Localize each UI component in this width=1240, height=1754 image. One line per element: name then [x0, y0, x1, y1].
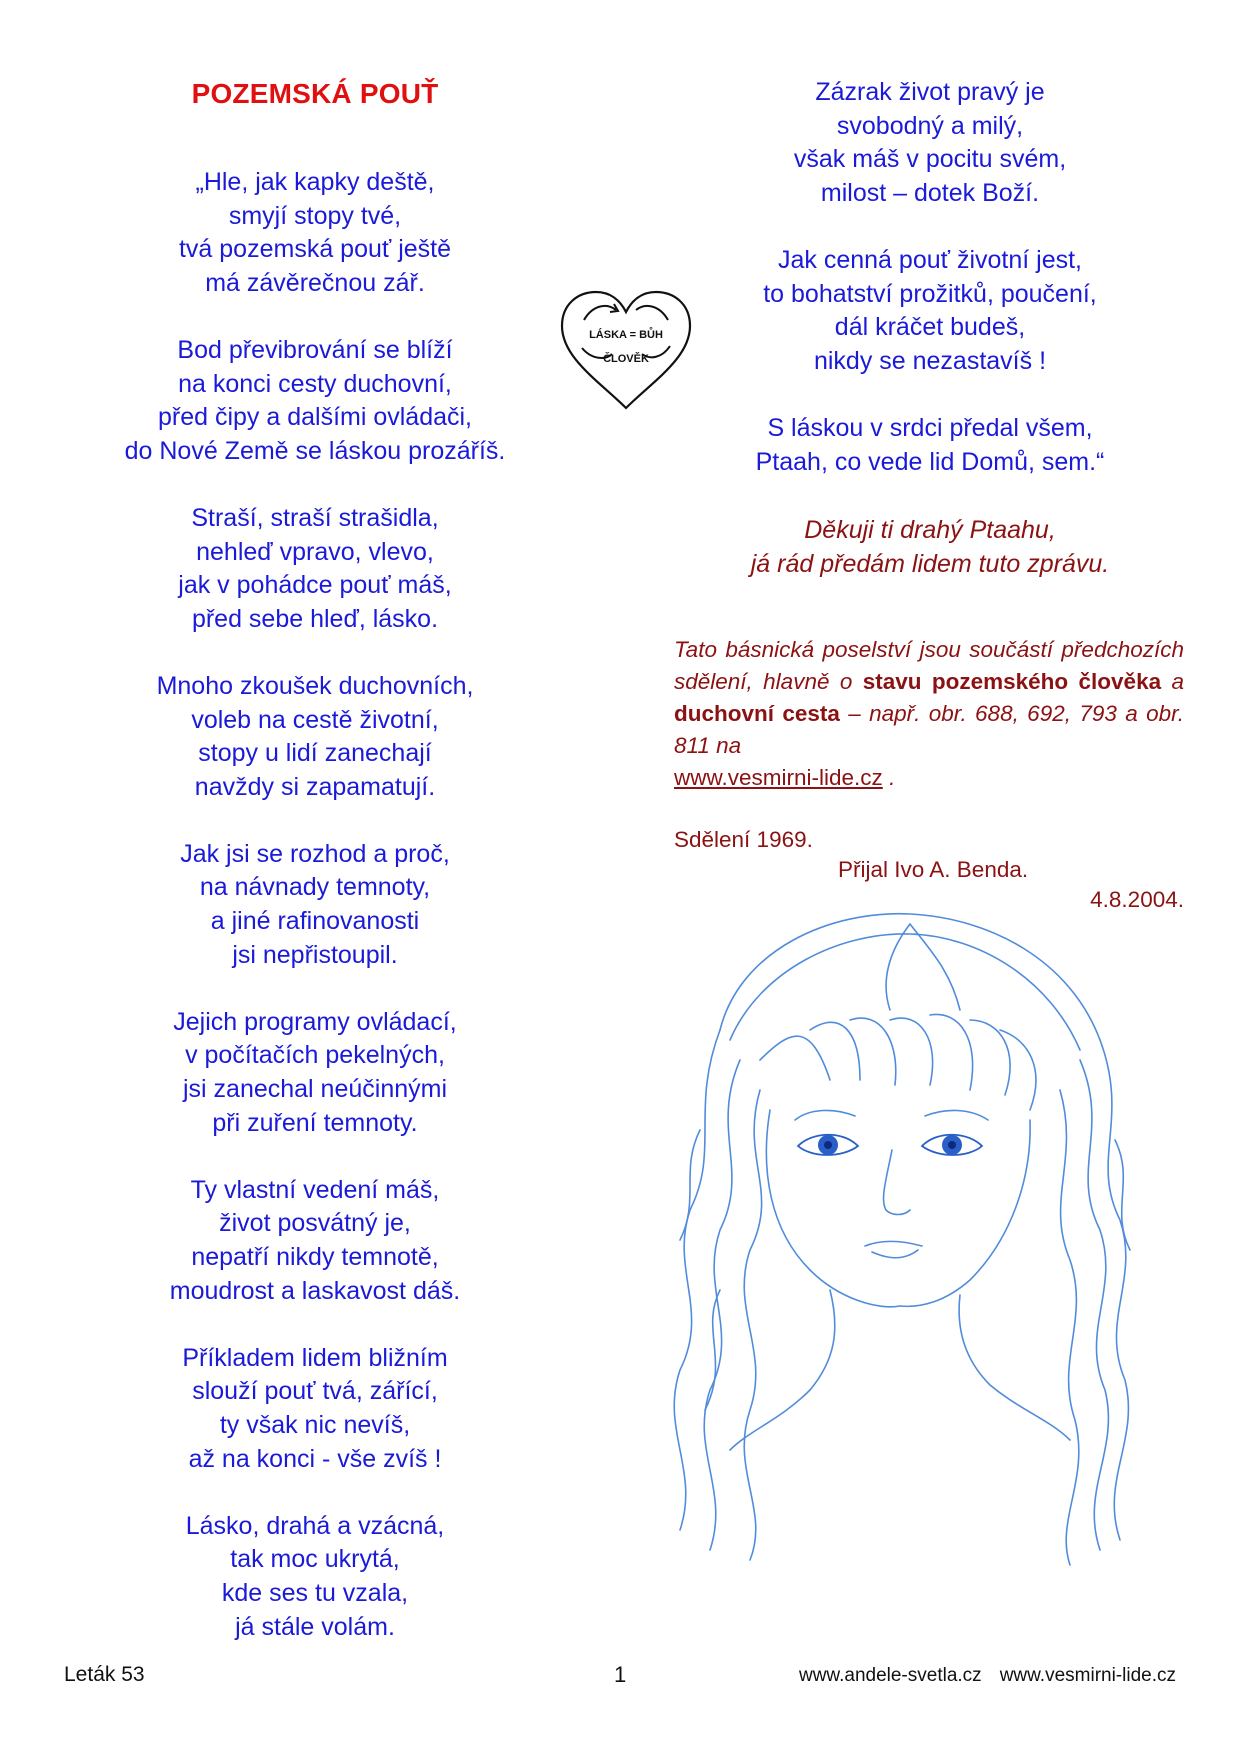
verse-line: jsi nepřistoupil.: [232, 940, 398, 969]
verse-line: stopy u lidí zanechají: [198, 739, 432, 768]
verse-line: při zuření temnoty.: [212, 1108, 418, 1137]
stanza: [690, 76, 1170, 210]
stanza: [80, 166, 550, 300]
stanza: [80, 670, 550, 804]
verse-line: tvá pozemská pouť ještě: [178, 235, 452, 264]
verse-line: život posvátný je,: [219, 1209, 411, 1238]
verse-line: nepatří nikdy temnotě,: [191, 1243, 439, 1271]
verse-line: Ty vlastní vedení máš,: [190, 1175, 440, 1204]
stanza: [80, 502, 550, 636]
stanza: [80, 1006, 550, 1140]
verse-line: Ptaah, co vede lid Domů, sem.“: [755, 447, 1105, 476]
stanza: [690, 244, 1170, 378]
date-line: 4.8.2004.: [1090, 887, 1184, 912]
verse-line: před sebe hleď, lásko.: [191, 604, 439, 633]
received-line: Přijal Ivo A. Benda.: [838, 857, 1029, 882]
stanza: [80, 1174, 550, 1308]
note-text: – např. obr. 688, 692, 793 a obr. 811 na: [674, 701, 1184, 758]
page-title: POZEMSKÁ POUŤ: [191, 78, 439, 109]
verse-line: ty však nic nevíš,: [219, 1410, 411, 1439]
verse-line: nikdy se nezastavíš !: [813, 346, 1047, 375]
verse-line: Jak jsi se rozhod a proč,: [180, 839, 450, 868]
verse-line: smyjí stopy tvé,: [228, 201, 402, 230]
note-last-line: [674, 762, 1184, 794]
verse-line: navždy si zapamatují.: [194, 772, 436, 801]
portrait-drawing: [660, 910, 1140, 1570]
verse-line: před čipy a dalšími ovládači,: [157, 403, 473, 432]
footer-site-link[interactable]: www.vesmirni-lide.cz: [999, 1665, 1176, 1686]
verse-line: to bohatství prožitků, poučení,: [763, 279, 1097, 308]
verse-line: jak v pohádce pouť máš,: [178, 571, 452, 600]
verse-line: má závěrečnou zář.: [205, 268, 425, 297]
note-text: Tato básnická poselství jsou součástí předchozích sdělení, hlavně o: [674, 637, 1184, 694]
verse-line: Straší, straší strašidla,: [191, 503, 439, 532]
verse-line: nehleď vpravo, vlevo,: [196, 537, 434, 566]
note-bold: stavu pozemského člověka: [862, 669, 1162, 694]
logo-line-2: ČLOVĚK: [603, 353, 649, 365]
stanza: [80, 1510, 550, 1644]
verse-line: milost – dotek Boží.: [820, 178, 1040, 207]
verse-line: slouží pouť tvá, zářící,: [192, 1377, 438, 1406]
stanza: [80, 1342, 550, 1476]
portrait-eyes: [798, 1135, 982, 1155]
stanza: [80, 838, 550, 972]
verse-line: Jak cenná pouť životní jest,: [778, 245, 1082, 274]
verse-line: v počítačích pekelných,: [185, 1041, 445, 1070]
note-text: a: [1171, 669, 1184, 694]
verse-line: však máš v pocitu svém,: [793, 145, 1067, 174]
verse-line: Bod převibrování se blíží: [177, 335, 453, 364]
verse-line: Mnoho zkoušek duchovních,: [156, 671, 474, 700]
verse-line: Zázrak život pravý je: [815, 78, 1045, 106]
stanza: [80, 334, 550, 468]
footer-leaflet-number: Leták 53: [64, 1663, 145, 1686]
poem-left-column: [80, 166, 550, 1678]
verse-line: „Hle, jak kapky deště,: [195, 168, 435, 196]
verse-line: do Nové Země se láskou prozáříš.: [124, 436, 506, 465]
note-end: .: [889, 765, 896, 790]
verse-line: až na konci - vše zvíš !: [188, 1444, 442, 1473]
thanks-line: Děkuji ti drahý Ptaahu,: [804, 516, 1056, 544]
verse-line: dál kráčet budeš,: [834, 313, 1026, 342]
footer-page-number: 1: [614, 1662, 627, 1687]
verse-line: tak moc ukrytá,: [230, 1545, 400, 1574]
thanks-block: [690, 514, 1170, 581]
note-bold: duchovní cesta: [674, 701, 840, 726]
note-link[interactable]: www.vesmirni-lide.cz: [674, 765, 883, 790]
verse-line: Jejich programy ovládací,: [173, 1007, 457, 1036]
footer-site-link[interactable]: www.andele-svetla.cz: [798, 1665, 982, 1686]
verse-line: S láskou v srdci předal všem,: [767, 413, 1093, 442]
thanks-line: já rád předám lidem tuto zprávu.: [750, 549, 1110, 578]
verse-line: voleb na cestě životní,: [191, 705, 439, 734]
verse-line: moudrost a laskavost dáš.: [169, 1276, 461, 1305]
verse-line: na návnady temnoty,: [199, 873, 431, 902]
footer-websites: [799, 1665, 1176, 1687]
verse-line: a jiné rafinovanosti: [210, 907, 420, 936]
verse-line: na konci cesty duchovní,: [178, 369, 452, 398]
verse-line: já stále volám.: [235, 1612, 395, 1641]
verse-line: Lásko, drahá a vzácná,: [185, 1511, 445, 1540]
logo-line-1: LÁSKA = BŮH: [589, 329, 663, 341]
poem-right-column: [690, 76, 1170, 513]
source-line: Sdělení 1969.: [674, 827, 813, 852]
note-paragraph: [674, 634, 1184, 794]
verse-line: Příkladem lidem bližním: [182, 1343, 448, 1372]
stanza: [690, 412, 1170, 479]
verse-line: svobodný a milý,: [836, 111, 1024, 140]
heart-logo: [556, 286, 696, 416]
verse-line: jsi zanechal neúčinnými: [182, 1075, 448, 1104]
verse-line: kde ses tu vzala,: [221, 1578, 409, 1607]
